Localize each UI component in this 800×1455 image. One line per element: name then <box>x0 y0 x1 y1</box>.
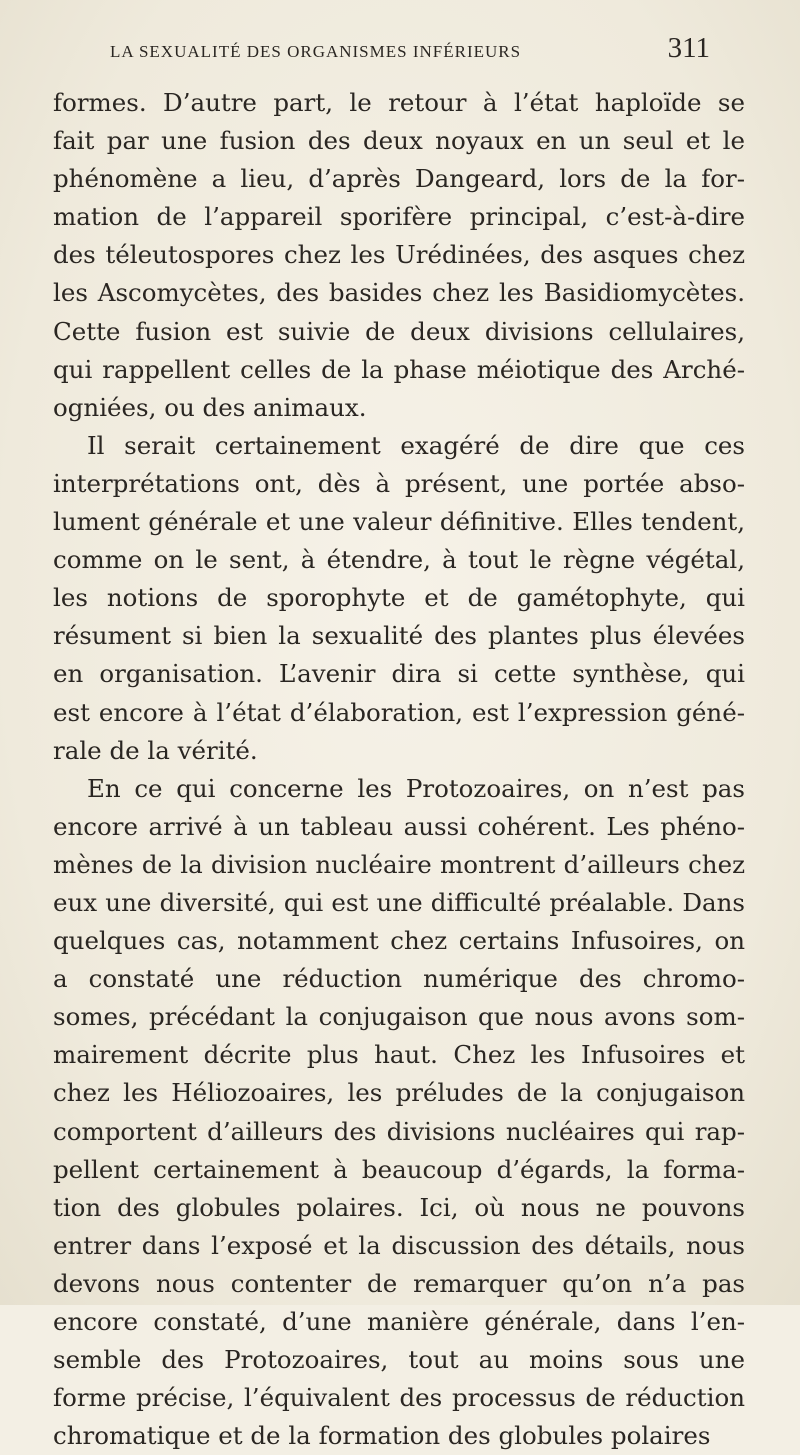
text-line: en organisation. L’avenir dira si cette synthèse, qui <box>53 659 745 689</box>
text-line: interprétations ont, dès à présent, une portée abso- <box>53 468 745 498</box>
text-line: somes, précédant la conjugaison que nous avons som- <box>53 1002 745 1032</box>
text-line: forme précise, l’équivalent des processus de réduction <box>53 1383 745 1413</box>
body-text <box>53 84 745 1455</box>
text-line: qui rappellent celles de la phase méiotique des Arché- <box>53 354 745 384</box>
text-line: encore constaté, d’une manière générale, dans l’en- <box>53 1307 745 1336</box>
text-line: chez les Héliozoaires, les préludes de la conjugaison <box>53 1078 745 1108</box>
text-line: phénomène a lieu, d’après Dangeard, lors de la for- <box>53 164 745 194</box>
text-line: lument générale et une valeur définitive. Elles tendent, <box>53 507 745 537</box>
running-head <box>110 32 710 68</box>
text-line: résument si bien la sexualité des plantes plus élevées <box>53 621 745 651</box>
text-line: quelques cas, notamment chez certains Infusoires, on <box>53 926 745 956</box>
text-line: comme on le sent, à étendre, à tout le règne végétal, <box>53 545 745 575</box>
text-line: mation de l’appareil sporifère principal, c’est-à-dire <box>53 202 745 232</box>
text-line: Il serait certainement exagéré de dire que ces <box>87 430 745 460</box>
text-line: tion des globules polaires. Ici, où nous ne pouvons <box>53 1192 745 1222</box>
text-line: rale de la vérité. <box>53 735 258 765</box>
text-line: chromatique et de la formation des globules polaires <box>53 1421 711 1451</box>
running-title: LA SEXUALITÉ DES ORGANISMES INFÉRIEURS <box>110 42 522 61</box>
page-number: 311 <box>667 32 710 64</box>
text-line: les notions de sporophyte et de gamétophyte, qui <box>53 583 745 613</box>
text-line: des téleutospores chez les Urédinées, des asques chez <box>53 240 745 270</box>
text-line: Cette fusion est suivie de deux divisions cellulaires, <box>53 316 745 346</box>
text-line: eux une diversité, qui est une difficulté préalable. Dans <box>53 887 745 917</box>
text-line: est encore à l’état d’élaboration, est l’expression géné- <box>53 697 745 727</box>
text-line: pellent certainement à beaucoup d’égards, la forma- <box>53 1154 745 1184</box>
text-line: mairement décrite plus haut. Chez les Infusoires et <box>53 1040 745 1070</box>
text-line: semble des Protozoaires, tout au moins sous une <box>53 1345 745 1375</box>
text-line: fait par une fusion des deux noyaux en un seul et le <box>53 126 745 156</box>
text-line: les Ascomycètes, des basides chez les Basidiomycètes. <box>53 278 745 308</box>
text-line: devons nous contenter de remarquer qu’on n’a pas <box>53 1268 745 1298</box>
text-line: mènes de la division nucléaire montrent d’ailleurs chez <box>53 849 745 879</box>
text-line: comportent d’ailleurs des divisions nucléaires qui rap- <box>53 1116 745 1146</box>
text-line: En ce qui concerne les Protozoaires, on n’est pas <box>87 773 745 803</box>
text-line: formes. D’autre part, le retour à l’état haploïde se <box>53 88 745 117</box>
text-line: entrer dans l’exposé et la discussion des détails, nous <box>53 1230 745 1260</box>
text-line: ogniées, ou des animaux. <box>53 392 367 422</box>
text-line: a constaté une réduction numérique des chromo- <box>53 964 745 994</box>
text-line: encore arrivé à un tableau aussi cohérent. Les phéno- <box>53 811 745 841</box>
